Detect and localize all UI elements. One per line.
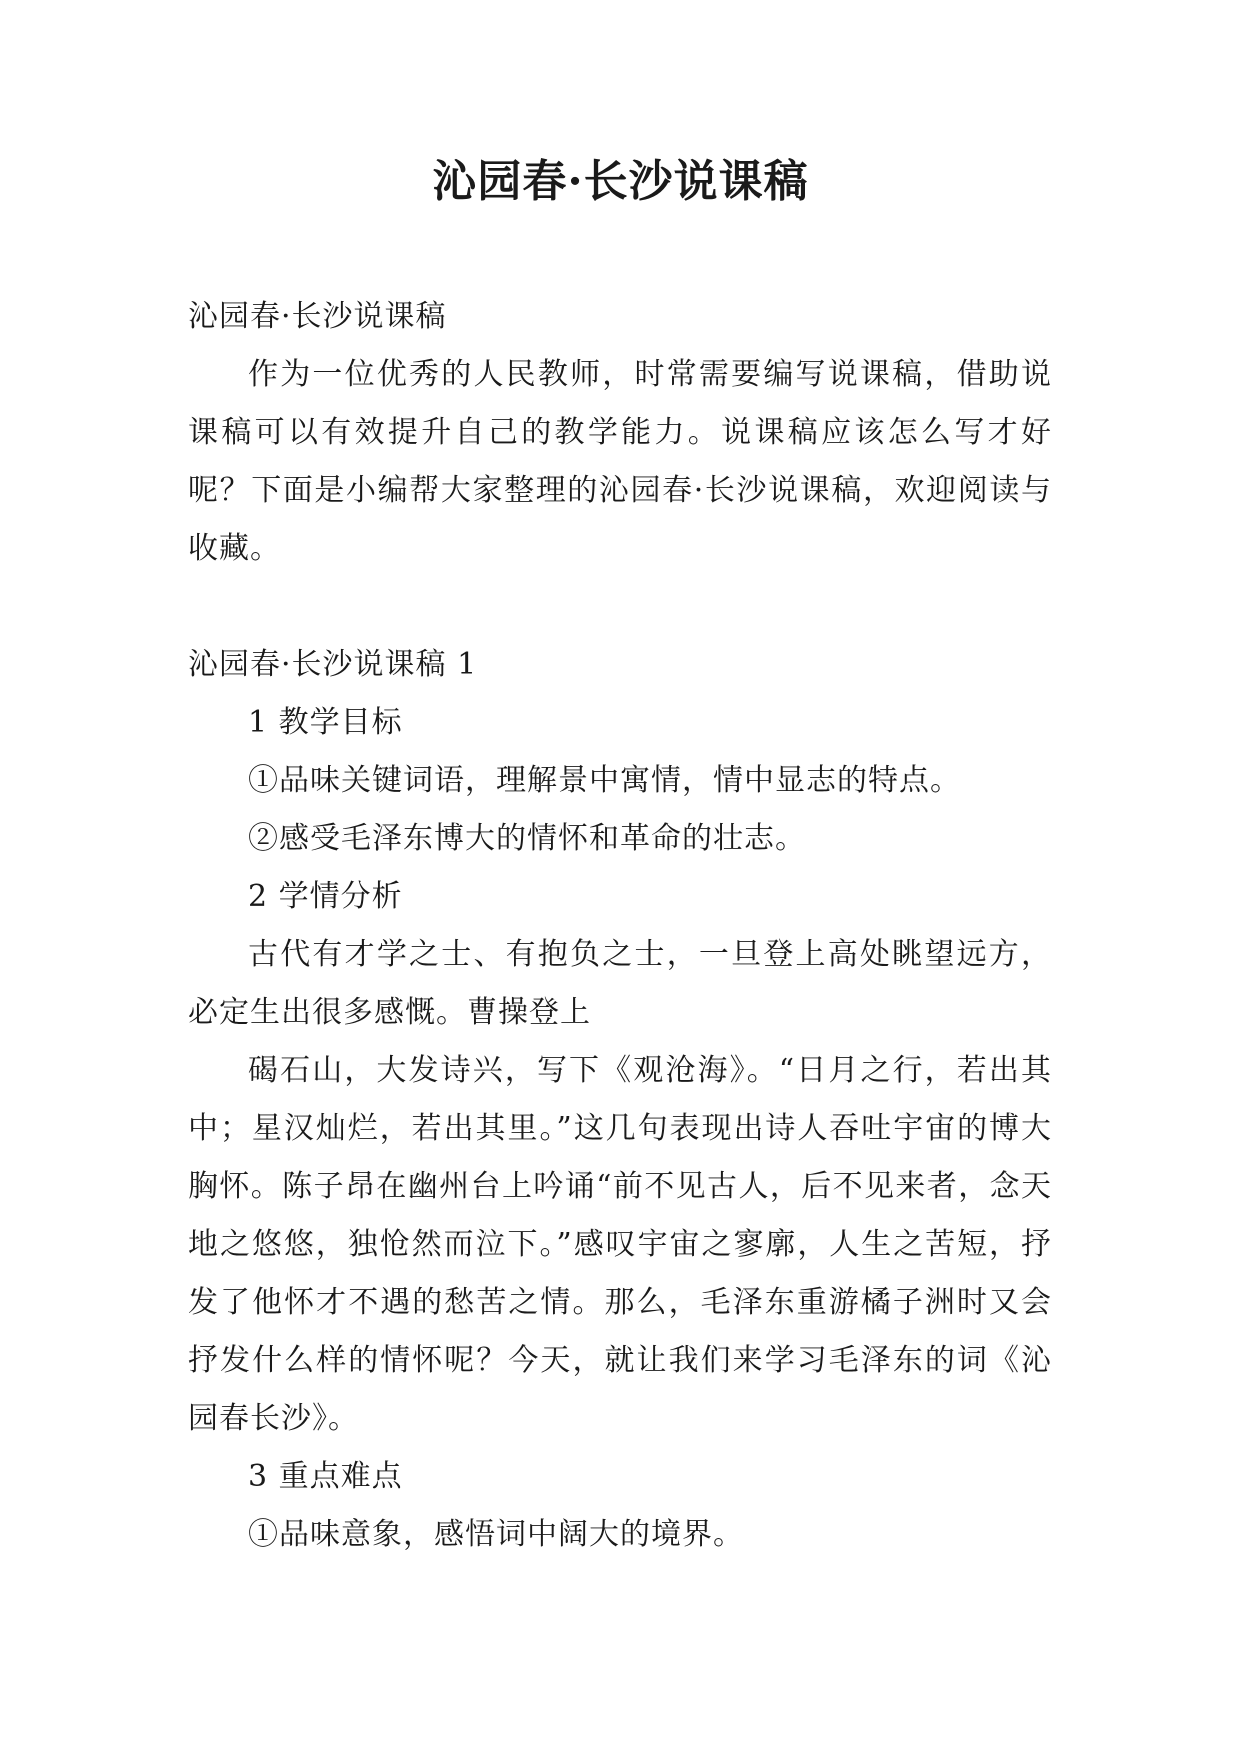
- section-heading: 沁园春·长沙说课稿 1: [188, 647, 478, 682]
- subheading-student-analysis: 2 学情分析: [248, 879, 403, 914]
- analysis-paragraph-1: 古代有才学之士、有抱负之士，一旦登上高处眺望远方，必定生出很多感慨。曹操登上: [188, 937, 1052, 1030]
- intro-paragraph: 作为一位优秀的人民教师，时常需要编写说课稿，借助说课稿可以有效提升自己的教学能力。说课稿应该怎么写才好呢？下面是小编帮大家整理的沁园春·长沙说课稿，欢迎阅读与收藏。: [188, 357, 1052, 566]
- document-body: [188, 288, 1052, 1564]
- goal-item-2: ②感受毛泽东博大的情怀和革命的壮志。: [248, 821, 806, 856]
- subheading-teaching-goals: 1 教学目标: [248, 705, 403, 740]
- subheading-key-points: 3 重点难点: [248, 1459, 403, 1494]
- analysis-paragraph-2: 碣石山，大发诗兴，写下《观沧海》。“日月之行，若出其中；星汉灿烂，若出其里。”这几句表现出诗人吞吐宇宙的博大胸怀。陈子昂在幽州台上吟诵“前不见古人，后不见来者，念天地之悠悠，独怆然而泣下。”感叹宇宙之寥廓，人生之苦短，抒发了他怀才不遇的愁苦之情。那么，毛泽东重游橘子洲时又会抒发什么样的情怀呢？今天，就让我们来学习毛泽东的词《沁园春长沙》。: [188, 1053, 1052, 1436]
- goal-item-1: ①品味关键词语，理解景中寓情，情中显志的特点。: [248, 763, 961, 798]
- intro-heading: 沁园春·长沙说课稿: [188, 299, 447, 334]
- section-spacer: [188, 578, 1052, 636]
- key-point-item-1: ①品味意象，感悟词中阔大的境界。: [248, 1517, 744, 1552]
- document-title: 沁园春·长沙说课稿: [432, 156, 809, 207]
